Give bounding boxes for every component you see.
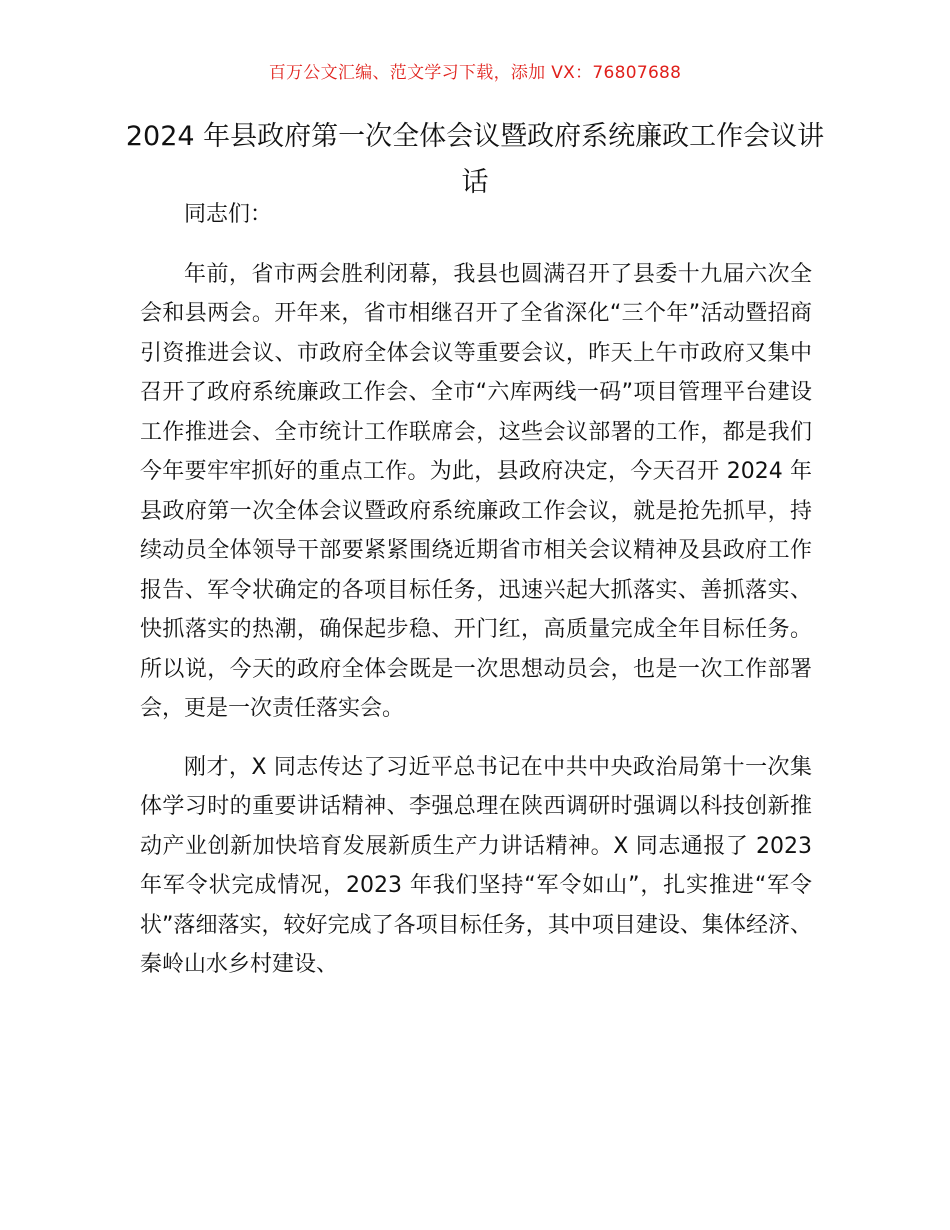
document-title: 2024 年县政府第一次全体会议暨政府系统廉政工作会议讲话 <box>125 121 825 198</box>
greeting: 同志们： <box>184 202 273 227</box>
paragraph-1: 年前，省市两会胜利闭幕，我县也圆满召开了县委十九届六次全会和县两会。开年来，省市相继召开了全省深化“三个年”活动暨招商引资推进会议、市政府全体会议等重要会议，昨天上午市政府又集中召开了政府系统廉政工作会、全市“六库两线一码”项目管理平台建设工作推进会、全市统计工作联席会，这些会议部署的工作，都是我们今年要牢牢抓好的重点工作。为此，县政府决定，今天召开 2024 年县政府第一次全体会议暨政府系统廉政工作会议，就是抢先抓早，持续动员全体领导干部要紧紧围绕近期省市相关会议精神及县政府工作报告、军令状确定的各项目标任务，迅速兴起大抓落实、善抓落实、快抓落实的热潮，确保起步稳、开门红，高质量完成全年目标任务。所以说，今天的政府全体会既是一次思想动员会，也是一次工作部署会，更是一次责任落实会。 <box>140 261 812 721</box>
document-body <box>140 195 812 1004</box>
paragraph-2: 刚才，X 同志传达了习近平总书记在中共中央政治局第十一次集体学习时的重要讲话精神、李强总理在陕西调研时强调以科技创新推动产业创新加快培育发展新质生产力讲话精神。X 同志通报了 2023 年军令状完成情况，2023 年我们坚持“军令如山”，扎实推进“军令状”落细落实，较好完成了各项目标任务，其中项目建设、集体经济、秦岭山水乡村建设、 <box>140 754 812 977</box>
header-watermark-note: 百万公文汇编、范文学习下载，添加 VX：76807688 <box>268 63 682 83</box>
